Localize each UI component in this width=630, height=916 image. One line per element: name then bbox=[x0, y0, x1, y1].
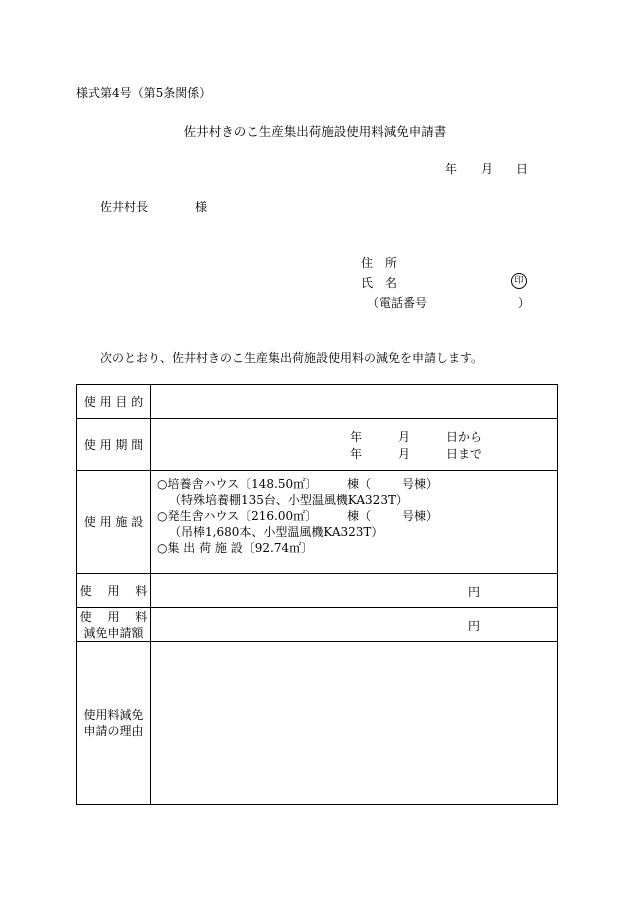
period-to-day: 日まで bbox=[446, 447, 483, 461]
reason-label bbox=[77, 642, 151, 805]
reduction-label-line1: 使 用 料 bbox=[79, 609, 148, 624]
facility-unit: 棟（ bbox=[347, 509, 372, 523]
reason-field[interactable] bbox=[151, 642, 558, 805]
reduction-field[interactable] bbox=[151, 608, 558, 642]
period-label: 使 用 期 間 bbox=[77, 419, 151, 471]
facility-detail: （吊棒1,680本、小型温風機KA323T） bbox=[169, 525, 384, 539]
reason-label-line2: 申請の理由 bbox=[83, 724, 144, 738]
date-month: 月 bbox=[481, 162, 494, 176]
facility-text: ○培養舎ハウス〔148.50㎡〕 bbox=[157, 477, 318, 491]
addressee-honorific: 様 bbox=[195, 200, 208, 214]
period-from-day: 日から bbox=[446, 430, 483, 444]
address-label: 住 所 bbox=[361, 256, 398, 270]
reason-label-line1: 使用料減免 bbox=[83, 708, 144, 722]
phone-label: （電話番号 bbox=[367, 296, 428, 310]
facility-row bbox=[77, 471, 558, 574]
seal-mark: 印 bbox=[511, 273, 527, 289]
period-from-year: 年 bbox=[350, 430, 363, 444]
fee-row bbox=[77, 574, 558, 608]
facility-number: 号棟） bbox=[402, 509, 439, 523]
fee-field[interactable] bbox=[151, 574, 558, 608]
facility-field[interactable] bbox=[151, 471, 558, 574]
period-from-month: 月 bbox=[398, 430, 411, 444]
facility-number: 号棟） bbox=[402, 477, 439, 491]
purpose-label: 使 用 目 的 bbox=[77, 385, 151, 419]
fee-label: 使 用 料 bbox=[77, 574, 151, 608]
purpose-field[interactable] bbox=[151, 385, 558, 419]
reduction-label-line2: 減免申請額 bbox=[83, 625, 144, 640]
facility-item bbox=[157, 508, 557, 524]
reduction-row bbox=[77, 608, 558, 642]
reason-row bbox=[77, 642, 558, 805]
facility-item bbox=[157, 476, 557, 492]
facility-list bbox=[151, 471, 557, 556]
date-year: 年 bbox=[445, 162, 458, 176]
period-field[interactable] bbox=[151, 419, 558, 471]
date-day: 日 bbox=[516, 162, 529, 176]
document-title: 佐井村きのこ生産集出荷施設使用料減免申請書 bbox=[183, 124, 447, 139]
period-to-month: 月 bbox=[398, 447, 411, 461]
phone-close: ） bbox=[518, 296, 531, 310]
reduction-label bbox=[77, 608, 151, 642]
form-number: 様式第4号（第5条関係） bbox=[76, 86, 212, 100]
facility-text: ○発生舎ハウス〔216.00㎡〕 bbox=[157, 509, 318, 523]
request-statement: 次のとおり、佐井村きのこ生産集出荷施設使用料の減免を申請します。 bbox=[100, 351, 484, 365]
reduction-unit: 円 bbox=[468, 619, 481, 633]
facility-item: ○集 出 荷 施 設〔92.74㎡〕 bbox=[157, 541, 314, 555]
name-label: 氏 名 bbox=[361, 276, 398, 290]
facility-label: 使 用 施 設 bbox=[77, 471, 151, 574]
period-row bbox=[77, 419, 558, 471]
facility-unit: 棟（ bbox=[347, 477, 372, 491]
fee-unit: 円 bbox=[468, 585, 481, 599]
addressee-name: 佐井村長 bbox=[100, 200, 149, 214]
period-to-year: 年 bbox=[350, 447, 363, 461]
application-table bbox=[76, 384, 558, 805]
purpose-row bbox=[77, 385, 558, 419]
facility-detail: （特殊培養棚135台、小型温風機KA323T） bbox=[169, 493, 408, 507]
